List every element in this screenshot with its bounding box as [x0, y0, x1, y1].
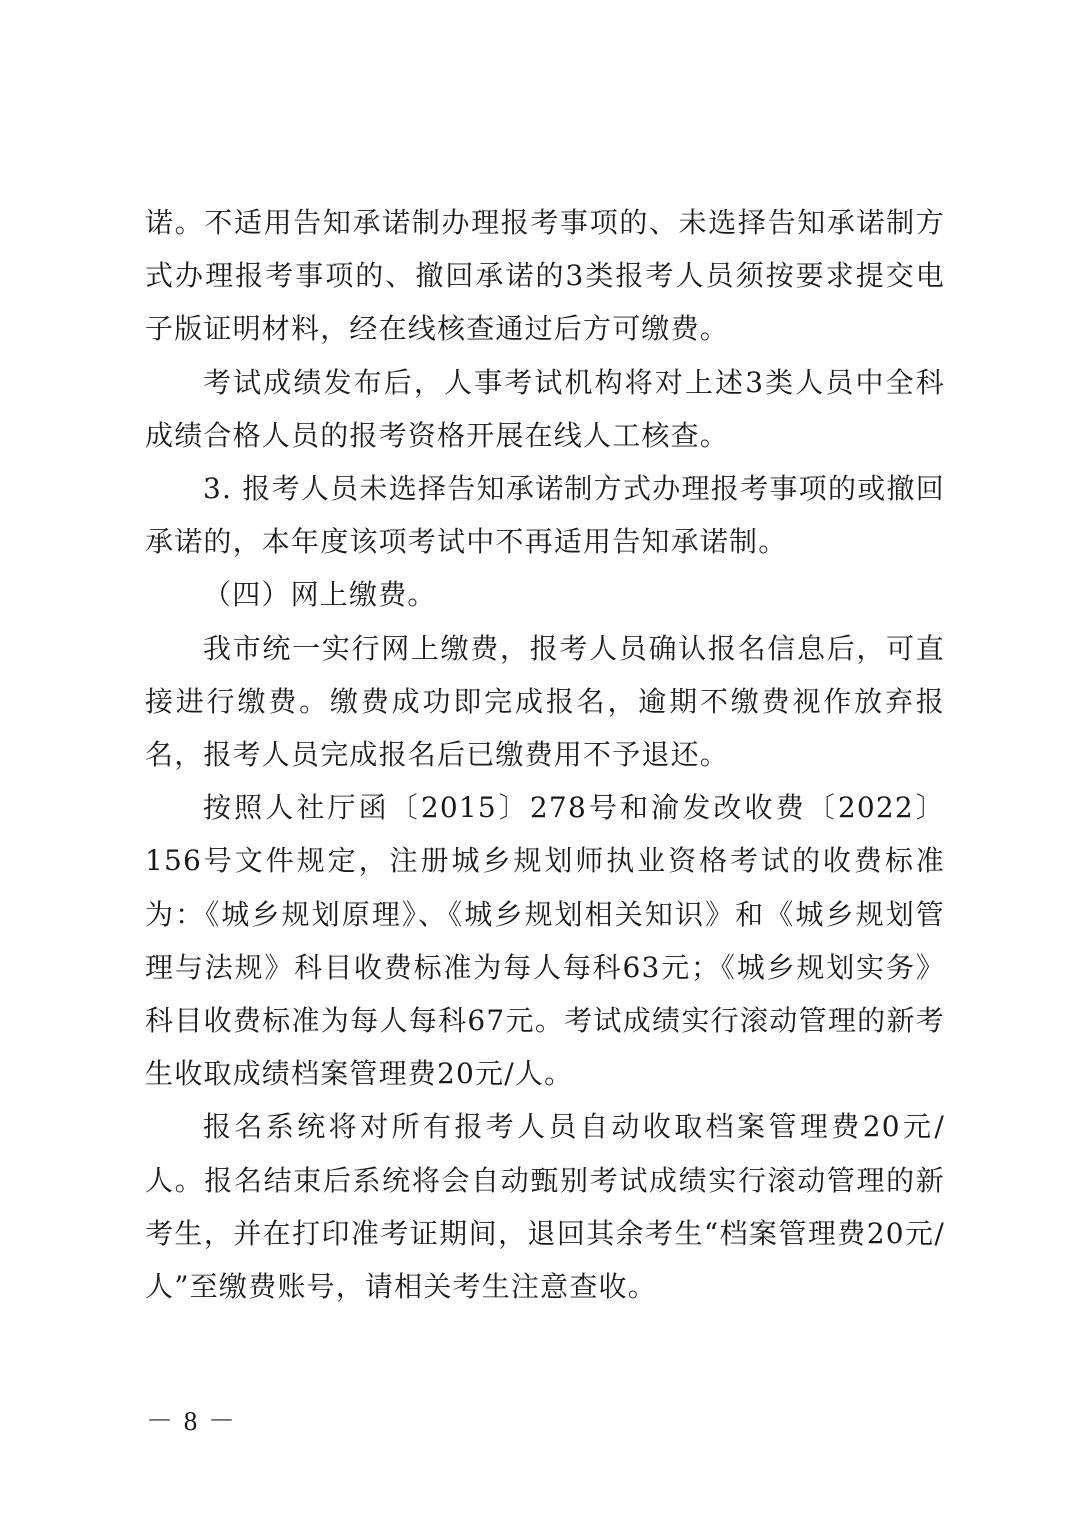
paragraph-fee-standard: 按照人社厅函〔2015〕278号和渝发改收费〔2022〕156号文件规定，注册城乡规划师执业资格考试的收费标准为：《城乡规划原理》、《城乡规划相关知识》和《城乡规划管理与法规》科目收费标准为每人每科63元；《城乡规划实务》科目收费标准为每人每科67元。考试成绩实行滚动管理的新考生收取成绩档案管理费20元/人。	[145, 791, 945, 1091]
section-heading-online-payment: （四）网上缴费。	[203, 578, 437, 612]
paragraph-continuation: 诺。不适用告知承诺制办理报考事项的、未选择告知承诺制方式办理报考事项的、撤回承诺的3类报考人员须按要求提交电子版证明材料，经在线核查通过后方可缴费。	[145, 206, 945, 346]
paragraph-exam-review: 考试成绩发布后，人事考试机构将对上述3类人员中全科成绩合格人员的报考资格开展在线人工核查。	[145, 365, 945, 452]
document-body	[145, 196, 945, 1313]
paragraph-online-payment: 我市统一实行网上缴费，报考人员确认报名信息后，可直接进行缴费。缴费成功即完成报名，逾期不缴费视作放弃报名，报考人员完成报名后已缴费用不予退还。	[145, 631, 945, 772]
paragraph-item-3: 3. 报考人员未选择告知承诺制方式办理报考事项的或撤回承诺的，本年度该项考试中不再适用告知承诺制。	[145, 472, 945, 559]
paragraph-archive-fee: 报名系统将对所有报考人员自动收取档案管理费20元/人。报名结束后系统将会自动甄别考试成绩实行滚动管理的新考生，并在打印准考证期间，退回其余考生“档案管理费20元/人”至缴费账号，请相关考生注意查收。	[145, 1110, 945, 1304]
page-number: － 8 －	[146, 1406, 237, 1436]
